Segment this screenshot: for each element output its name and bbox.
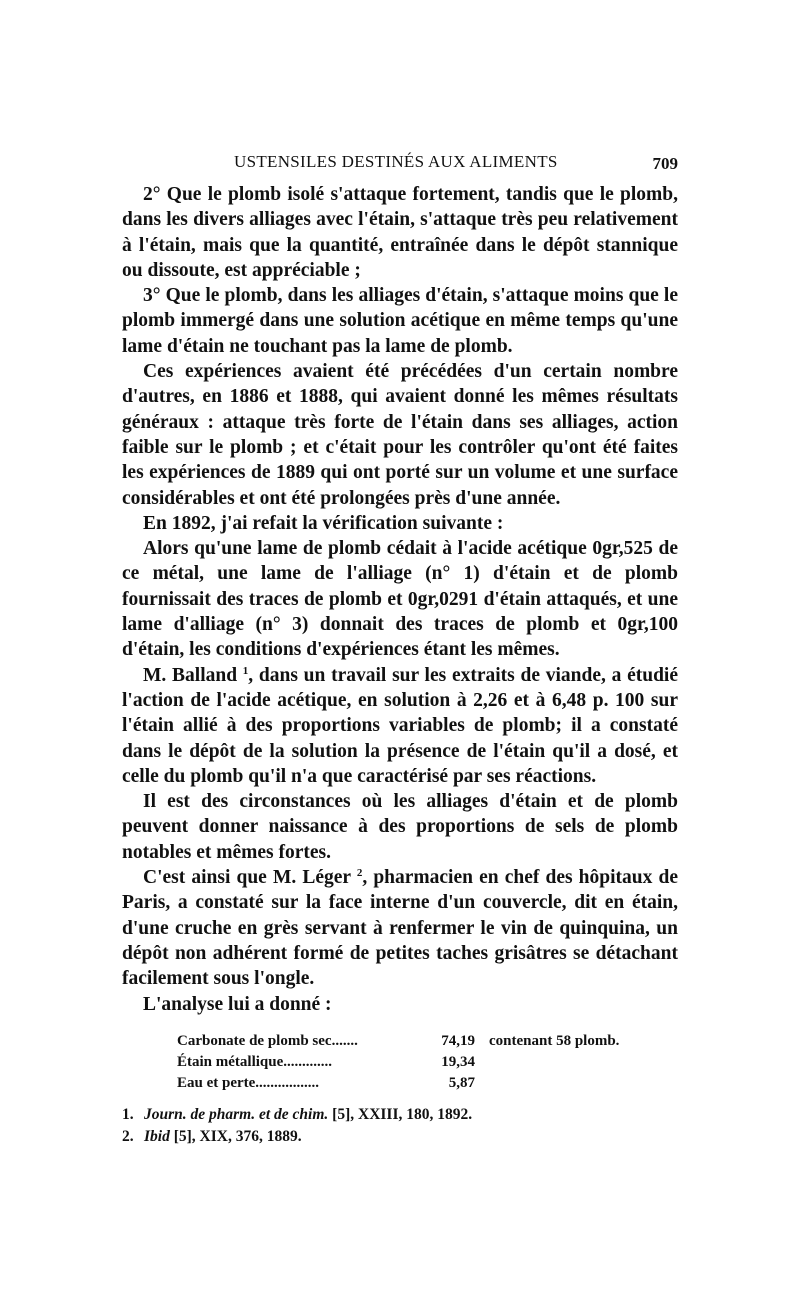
document-page — [122, 148, 678, 1148]
paragraph-balland — [122, 663, 678, 789]
analysis-value: 19,34 — [441, 1053, 475, 1070]
analysis-label: Eau et perte................. — [177, 1074, 320, 1091]
running-title: USTENSILES DESTINÉS AUX ALIMENTS — [234, 152, 558, 171]
footnote-source: Journ. de pharm. et de chim. — [144, 1105, 329, 1123]
footnote-2 — [122, 1126, 678, 1148]
paragraph-1892-results: Alors qu'une lame de plomb cédait à l'acide acétique 0gr,525 de ce métal, une lame de l'alliage (n° 1) d'étain et de plomb fournissait des traces de plomb et 0gr,0291 d'étain attaqués, et une lame d'alliage (n° 3) donnait des traces de plomb et 0gr,100 d'étain, les conditions d'expériences étant les mêmes. — [122, 538, 678, 661]
footnote-ref-2: 2 — [356, 867, 363, 880]
analysis-table — [177, 1031, 678, 1094]
footnote-ref-1: 1 — [242, 664, 249, 677]
footnote-number: 1. — [122, 1105, 134, 1123]
analysis-label: Étain métallique............. — [177, 1053, 333, 1070]
paragraph-2-conclusion: 2° Que le plomb isolé s'attaque fortement, tandis que le plomb, dans les divers alliages avec l'étain, s'attaque très peu relativement à l'étain, mais que la quantité, entraînée dans le dépôt stannique ou dissoute, est appréciable ; — [122, 184, 678, 281]
paragraph-analysis-intro: L'analyse lui a donné : — [143, 993, 332, 1015]
footnote-number: 2. — [122, 1127, 134, 1145]
footnote-text — [144, 1104, 472, 1126]
balland-text-end: , dans un travail sur les extraits de viande, a étudié l'action de l'acide acétique, en solution à 2,26 et à 6,48 p. 100 sur l'étain allié à des proportions variables de plomb; il a constaté dans le dépôt de la solution la présence de l'étain qu'il a dosé, et celle du plomb qu'il n'a que caractérisé par ses réactions. — [122, 664, 679, 787]
footnote-source: Ibid — [144, 1127, 170, 1145]
paragraph-3-conclusion: 3° Que le plomb, dans les alliages d'étain, s'attaque moins que le plomb immergé dans une solution acétique en même temps qu'une lame d'étain ne touchant pas la lame de plomb. — [122, 285, 678, 357]
analysis-note: contenant 58 plomb. — [489, 1032, 620, 1049]
footnote-citation: [5], XIX, 376, 1889. — [169, 1127, 302, 1145]
page-number: 709 — [652, 154, 678, 173]
analysis-value: 74,19 — [441, 1032, 475, 1049]
analysis-row — [177, 1073, 678, 1094]
footnote-text — [144, 1126, 302, 1148]
leger-text-start: C'est ainsi que M. Léger — [143, 867, 357, 889]
paragraph-circumstances: Il est des circonstances où les alliages d'étain et de plomb peuvent donner naissance à des proportions de sels de plomb notables et mêmes fortes. — [122, 791, 678, 863]
footnote-1 — [122, 1104, 678, 1126]
analysis-row — [177, 1031, 678, 1052]
paragraph-1892-intro: En 1892, j'ai refait la vérification suivante : — [143, 512, 504, 534]
paragraph-prior-experiments: Ces expériences avaient été précédées d'un certain nombre d'autres, en 1886 et 1888, qui avaient donné les mêmes résultats généraux : attaque très forte de l'étain dans ses alliages, action faible sur le plomb ; et c'était pour les contrôler qu'ont été faites les expériences de 1889 qui ont porté sur un volume et une surface considérables et ont été prolongées près d'une année. — [122, 361, 678, 509]
paragraph-leger — [122, 865, 678, 991]
balland-text-start: M. Balland — [143, 664, 243, 686]
footnote-citation: [5], XXIII, 180, 1892. — [328, 1105, 473, 1123]
analysis-row — [177, 1052, 678, 1073]
analysis-value: 5,87 — [448, 1074, 475, 1091]
page-header — [122, 148, 678, 178]
footnotes — [122, 1104, 678, 1148]
leger-text-end: , pharmacien en chef des hôpitaux de Paris, a constaté sur la face interne d'un couvercle, dit en étain, d'une cruche en grès servant à renfermer le vin de quinquina, un dépôt non adhérent formé de petites taches grisâtres se détachant facilement sous l'ongle. — [122, 867, 678, 990]
analysis-label: Carbonate de plomb sec....... — [177, 1032, 358, 1049]
